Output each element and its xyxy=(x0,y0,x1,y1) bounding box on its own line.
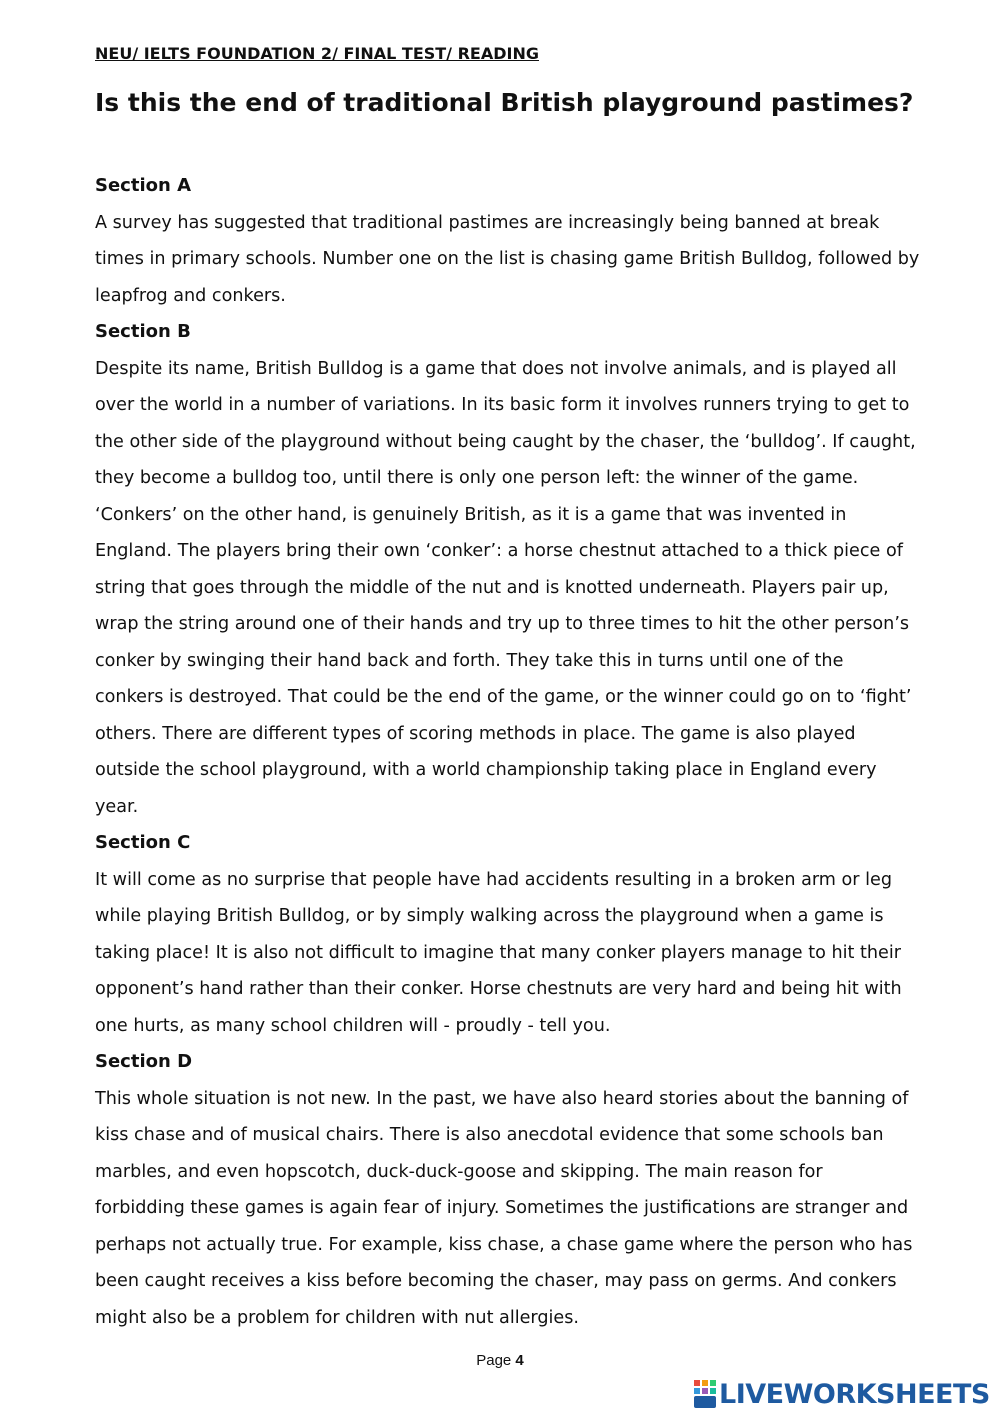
page-number: 4 xyxy=(515,1352,524,1369)
section-heading: Section C xyxy=(95,832,191,853)
section-paragraph xyxy=(95,205,930,315)
text-line: one hurts, as many school children will - proudly - tell you. xyxy=(95,1015,611,1036)
text-line: marbles, and even hopscotch, duck-duck-goose and skipping. The main reason for xyxy=(95,1161,823,1182)
text-line: they become a bulldog too, until there is only one person left: the winner of the game. xyxy=(95,468,859,488)
document-header: NEU/ IELTS FOUNDATION 2/ FINAL TEST/ READING xyxy=(95,44,539,63)
section-paragraph xyxy=(95,862,930,1045)
text-line: wrap the string around one of their hands and try up to three times to hit the other person’s xyxy=(95,614,910,634)
text-line: kiss chase and of musical chairs. There is also anecdotal evidence that some schools ban xyxy=(95,1125,884,1145)
text-line: taking place! It is also not difficult to imagine that many conker players manage to hit their xyxy=(95,942,902,963)
text-line: forbidding these games is again fear of injury. Sometimes the justifications are stranger and xyxy=(95,1198,909,1218)
text-line: This whole situation is not new. In the past, we have also heard stories about the banning of xyxy=(95,1088,909,1109)
text-line: outside the school playground, with a world championship taking place in England every xyxy=(95,760,877,780)
section-c xyxy=(95,825,930,1044)
text-line: might also be a problem for children with nut allergies. xyxy=(95,1307,579,1328)
text-line: the other side of the playground without being caught by the chaser, the ‘bulldog’. If caught, xyxy=(95,431,916,452)
section-paragraph xyxy=(95,351,930,826)
section-a xyxy=(95,168,930,314)
text-line: conker by swinging their hand back and forth. They take this in turns until one of the xyxy=(95,650,844,671)
watermark-text: LIVEWORKSHEETS xyxy=(719,1378,990,1410)
page-footer xyxy=(0,1352,1000,1369)
text-line: leapfrog and conkers. xyxy=(95,285,286,306)
text-line: It will come as no surprise that people have had accidents resulting in a broken arm or leg xyxy=(95,869,893,890)
page-title: Is this the end of traditional British playground pastimes? xyxy=(95,88,914,117)
text-line: string that goes through the middle of the nut and is knotted underneath. Players pair up, xyxy=(95,577,889,598)
section-heading: Section B xyxy=(95,321,191,342)
text-line: Despite its name, British Bulldog is a game that does not involve animals, and is played all xyxy=(95,358,897,379)
text-line: while playing British Bulldog, or by simply walking across the playground when a game is xyxy=(95,906,884,926)
section-b xyxy=(95,314,930,825)
page-label: Page xyxy=(476,1352,516,1369)
liveworksheets-watermark[interactable] xyxy=(694,1377,990,1411)
text-line: others. There are different types of scoring methods in place. The game is also played xyxy=(95,723,856,744)
text-line: ‘Conkers’ on the other hand, is genuinely British, as it is a game that was invented in xyxy=(95,504,847,525)
liveworksheets-logo-icon xyxy=(694,1380,716,1408)
text-line: England. The players bring their own ‘conker’: a horse chestnut attached to a thick piece of xyxy=(95,541,903,561)
text-line: year. xyxy=(95,796,139,817)
text-line: A survey has suggested that traditional pastimes are increasingly being banned at break xyxy=(95,212,880,233)
section-paragraph xyxy=(95,1081,930,1337)
section-heading: Section D xyxy=(95,1051,193,1072)
text-line: been caught receives a kiss before becoming the chaser, may pass on germs. And conkers xyxy=(95,1271,897,1291)
text-line: conkers is destroyed. That could be the end of the game, or the winner could go on to ‘fight’ xyxy=(95,687,912,707)
text-line: over the world in a number of variations. In its basic form it involves runners trying to get to xyxy=(95,395,910,415)
text-line: perhaps not actually true. For example, kiss chase, a chase game where the person who has xyxy=(95,1234,913,1255)
article-body xyxy=(95,168,930,1336)
section-d xyxy=(95,1044,930,1336)
section-heading: Section A xyxy=(95,175,191,196)
text-line: opponent’s hand rather than their conker. Horse chestnuts are very hard and being hit with xyxy=(95,979,902,999)
text-line: times in primary schools. Number one on the list is chasing game British Bulldog, followed by xyxy=(95,249,920,269)
